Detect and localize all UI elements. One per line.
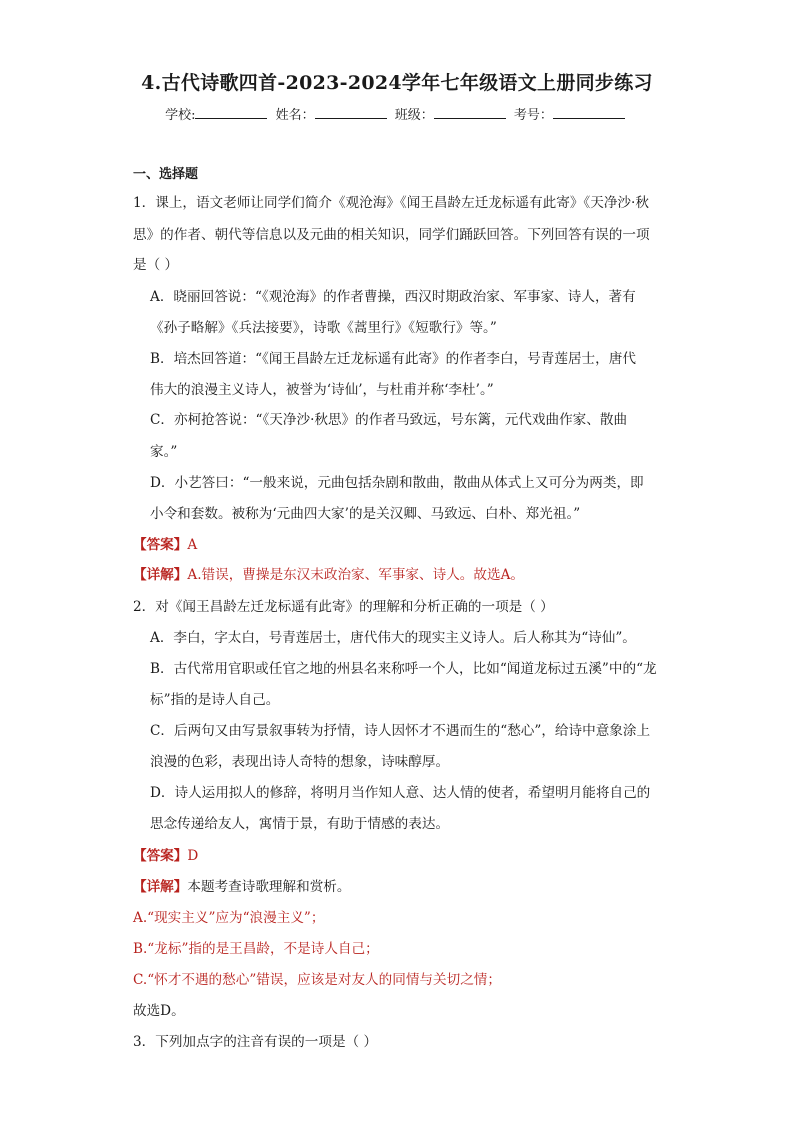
school-label: 学校: bbox=[165, 108, 196, 123]
q1-option-d-line-2: 小令和套数。被称为‘元曲四大家’的是关汉卿、马致远、白朴、郑光祖。” bbox=[150, 506, 581, 522]
class-blank[interactable] bbox=[434, 106, 506, 119]
q2-note-c: C.“怀才不遇的愁心”错误，应该是对友人的同情与关切之情； bbox=[133, 972, 501, 988]
q1-detail bbox=[133, 566, 524, 584]
q2-answer-value: D bbox=[187, 848, 199, 864]
q1-option-d-line-1: D．小艺答曰：“一般来说，元曲包括杂剧和散曲，散曲从体式上又可分为两类，即 bbox=[150, 475, 644, 491]
page-title: 4.古代诗歌四首-2023-2024学年七年级语文上册同步练习 bbox=[141, 72, 653, 94]
q1-answer bbox=[133, 536, 197, 554]
class-label: 班级： bbox=[394, 108, 434, 123]
q2-option-a: A．李白，字太白，号青莲居士，唐代伟大的现实主义诗人。后人称其为“诗仙”。 bbox=[150, 630, 636, 646]
q1-option-b-line-2: 伟大的浪漫主义诗人，被誉为‘诗仙’，与杜甫并称‘李杜’。” bbox=[150, 382, 494, 398]
q2-detail bbox=[133, 878, 351, 896]
q2-stem: 2．对《闻王昌龄左迁龙标遥有此寄》的理解和分析正确的一项是（ ） bbox=[133, 599, 554, 615]
q1-option-c-line-2: 家。” bbox=[150, 444, 178, 460]
q1-stem-line-3: 是（ ） bbox=[133, 257, 179, 273]
exam-number-blank[interactable] bbox=[553, 106, 625, 119]
q1-answer-value: A bbox=[187, 537, 198, 553]
exam-number-label: 考号： bbox=[513, 108, 553, 123]
q2-option-b-line-1: B．古代常用官职或任官之地的州县名来称呼一个人，比如“闻道龙标过五溪”中的“龙 bbox=[150, 661, 657, 677]
q2-option-d-line-1: D．诗人运用拟人的修辞，将明月当作知人意、达人情的使者，希望明月能将自己的 bbox=[150, 785, 651, 801]
q1-stem-line-2: 思》的作者、朝代等信息以及元曲的相关知识，同学们踊跃回答。下列回答有误的一项 bbox=[133, 227, 650, 243]
q2-option-d-line-2: 思念传递给友人，寓情于景，有助于情感的表达。 bbox=[150, 816, 450, 832]
q2-answer bbox=[133, 847, 198, 865]
q1-option-a-line-1: A．晓丽回答说：“《观沧海》的作者曹操，西汉时期政治家、军事家、诗人，著有 bbox=[150, 289, 636, 305]
q2-conclusion: 故选D。 bbox=[133, 1003, 185, 1019]
q1-detail-tag: 【详解】 bbox=[133, 567, 188, 583]
name-label: 姓名： bbox=[275, 108, 315, 123]
section-heading: 一、选择题 bbox=[133, 167, 199, 182]
q1-option-b-line-1: B．培杰回答道：“《闻王昌龄左迁龙标遥有此寄》的作者李白，号青莲居士，唐代 bbox=[150, 351, 636, 367]
q2-option-c-line-1: C．后两句又由写景叙事转为抒情，诗人因怀才不遇而生的“愁心”，给诗中意象涂上 bbox=[150, 723, 651, 739]
q2-detail-text: 本题考查诗歌理解和赏析。 bbox=[187, 879, 351, 895]
q2-answer-tag: 【答案】 bbox=[133, 848, 188, 864]
q2-option-c-line-2: 浪漫的色彩，表现出诗人奇特的想象，诗味醇厚。 bbox=[150, 754, 450, 770]
q2-note-b: B.“龙标”指的是王昌龄，不是诗人自己； bbox=[133, 941, 379, 957]
q1-detail-text: A.错误，曹操是东汉末政治家、军事家、诗人。故选A。 bbox=[187, 567, 524, 583]
q2-detail-tag: 【详解】 bbox=[133, 879, 188, 895]
student-info-line bbox=[0, 104, 794, 123]
q1-option-a-line-2: 《孙子略解》《兵法接要》，诗歌《蒿里行》《短歌行》等。” bbox=[150, 320, 497, 336]
q1-answer-tag: 【答案】 bbox=[133, 537, 188, 553]
school-blank[interactable] bbox=[195, 106, 267, 119]
q2-option-b-line-2: 标”指的是诗人自己。 bbox=[150, 692, 280, 708]
q2-note-a: A.“现实主义”应为“浪漫主义”； bbox=[133, 910, 325, 926]
name-blank[interactable] bbox=[315, 106, 387, 119]
q1-stem-line-1: 1．课上，语文老师让同学们简介《观沧海》《闻王昌龄左迁龙标遥有此寄》《天净沙·秋 bbox=[133, 195, 649, 211]
q3-stem: 3．下列加点字的注音有误的一项是（ ） bbox=[133, 1034, 378, 1050]
q1-option-c-line-1: C．亦柯抢答说：“《天净沙·秋思》的作者马致远，号东篱，元代戏曲作家、散曲 bbox=[150, 412, 628, 428]
